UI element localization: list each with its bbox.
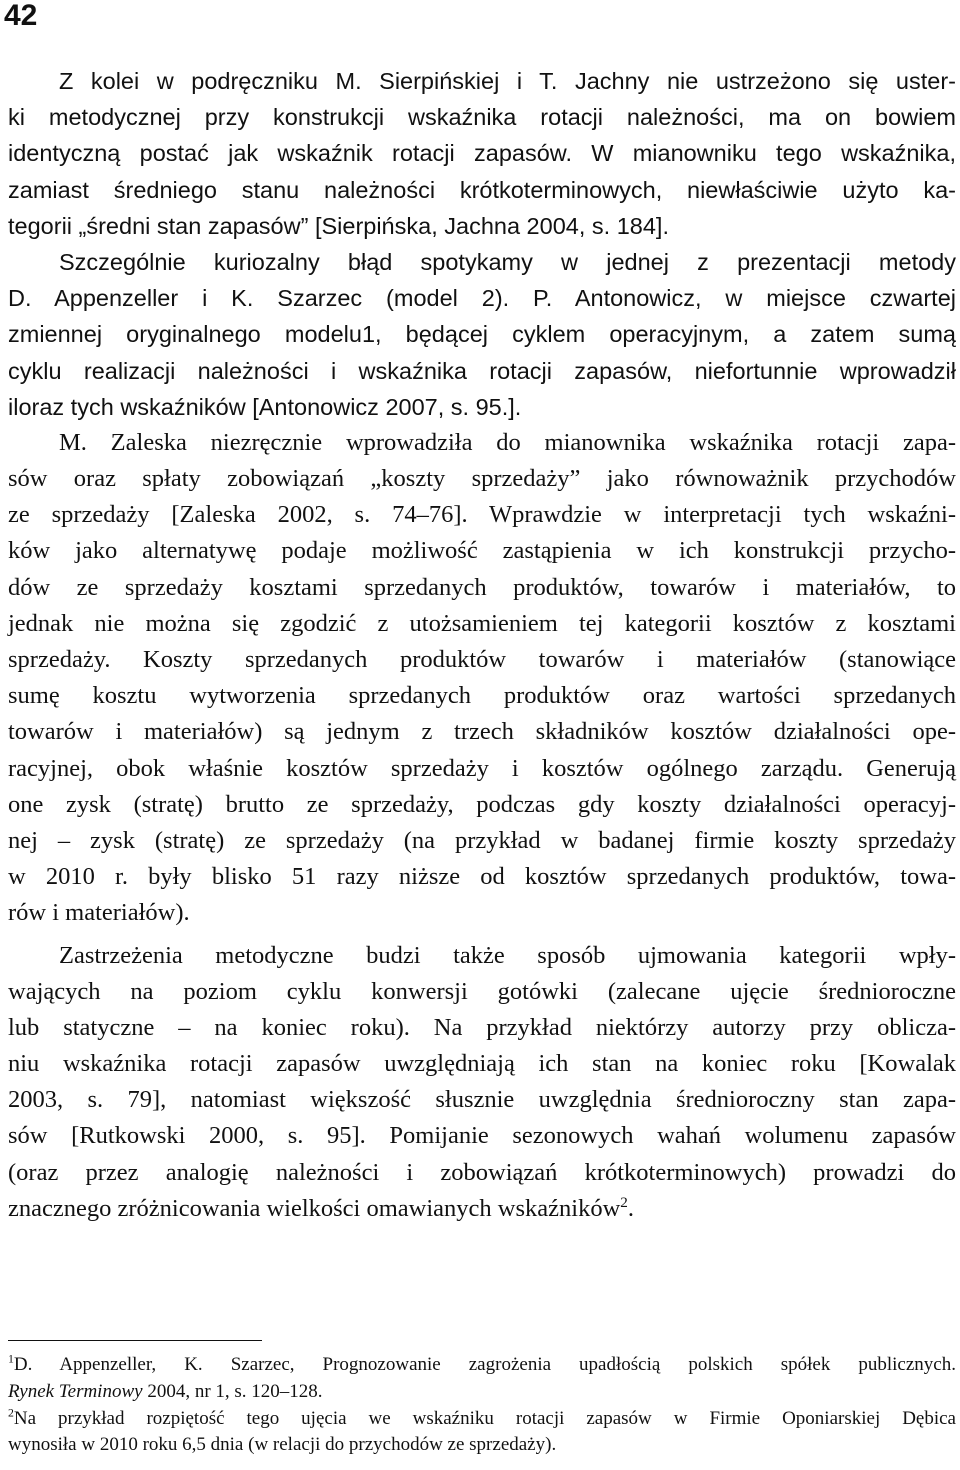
text-line: jednak nie można się zgodzić z utożsamieniem tej kategorii kosztów z kosztami <box>8 609 956 637</box>
text-line: sów [Rutkowski 2000, s. 95]. Pomijanie sezonowych wahań wolumenu zapasów <box>8 1122 956 1150</box>
footnote-1-cont <box>8 1379 956 1406</box>
text-line: cyklu realizacji należności i wskaźnika rotacji zapasów, niefortunnie wprowadził <box>8 357 956 384</box>
footnote-mark: 2 <box>8 1406 14 1420</box>
footnote-1 <box>8 1352 956 1379</box>
text-line: Szczególnie kuriozalny błąd spotykamy w jednej z prezentacji metody <box>59 248 956 275</box>
body-text <box>8 63 956 1227</box>
text-line: D. Appenzeller i K. Szarzec (model 2). P. Antonowicz, w miejsce czwartej <box>8 285 956 312</box>
text-line: ze sprzedaży [Zaleska 2002, s. 74–76]. Wprawdzie w interpretacji tych wskaźni- <box>8 501 956 529</box>
text-line-last <box>8 1191 956 1227</box>
text-line: ków jako alternatywę podaje możliwość zastąpienia w ich konstrukcji przycho- <box>8 537 956 565</box>
text-line: wających na poziom cyklu konwersji gotówki (zalecane ujęcie średnioroczne <box>8 977 956 1005</box>
text-line: ki metodycznej przy konstrukcji wskaźnika rotacji należności, ma on bowiem <box>8 104 956 131</box>
text-line: zamiast średniego stanu należności krótkoterminowych, niewłaściwie użyto ka- <box>8 176 956 203</box>
footnotes <box>8 1352 956 1459</box>
footnote-text: D. Appenzeller, K. Szarzec, Prognozowanie zagrożenia upadłością polskich spółek publicznych. <box>13 1354 956 1375</box>
text-line: one zysk (stratę) brutto ze sprzedaży, podczas gdy koszty działalności operacyj- <box>8 790 956 818</box>
text-line: lub statyczne – na koniec roku). Na przykład niektórzy autorzy przy oblicza- <box>8 1013 956 1041</box>
text-line: niu wskaźnika rotacji zapasów uwzględniają ich stan na koniec roku [Kowalak <box>8 1050 956 1078</box>
footnote-ref: 2 <box>620 1193 628 1211</box>
text-line: sumę kosztu wytworzenia sprzedanych produktów oraz wartości sprzedanych <box>8 682 956 710</box>
footnote-mark: 1 <box>8 1352 14 1366</box>
text-line: identyczną postać jak wskaźnik rotacji zapasów. W mianowniku tego wskaźnika, <box>8 140 956 167</box>
text-line: w 2010 r. były blisko 51 razy niższe od kosztów sprzedanych produktów, towa- <box>8 863 956 891</box>
footnote-separator <box>8 1340 262 1341</box>
text-line: nej – zysk (stratę) ze sprzedaży (na przykład w badanej firmie koszty sprzedaży <box>8 826 956 854</box>
text-line: dów ze sprzedaży kosztami sprzedanych produktów, towarów i materiałów, to <box>8 573 956 601</box>
text-span: znacznego zróżnicowania wielkości omawianych wskaźników <box>8 1194 621 1222</box>
footnote-text: 2004, nr 1, s. 120–128. <box>142 1380 323 1402</box>
text-line: racyjnej, obok właśnie kosztów sprzedaży i kosztów ogólnego zarządu. Generują <box>8 754 956 782</box>
footnote-2 <box>8 1406 956 1433</box>
footnote-journal: Rynek Terminowy <box>8 1380 143 1402</box>
text-line: sprzedaży. Koszty sprzedanych produktów towarów i materiałów (stanowiące <box>8 646 956 673</box>
text-line: M. Zaleska niezręcznie wprowadziła do mianownika wskaźnika rotacji zapa- <box>59 428 956 456</box>
page-number: 42 <box>4 0 38 32</box>
text-line: (oraz przez analogię należności i zobowiązań krótkoterminowych) prowadzi do <box>8 1158 956 1186</box>
text-line: iloraz tych wskaźników [Antonowicz 2007, s. 95.]. <box>8 393 522 420</box>
text-line: Z kolei w podręczniku M. Sierpińskiej i T. Jachny nie ustrzeżono się uster- <box>59 68 956 94</box>
footnote-text: Na przykład rozpiętość tego ujęcia we wskaźniku rotacji zapasów w Firmie Oponiarskiej Dębica <box>13 1407 956 1429</box>
text-line: towarów i materiałów) są jednym z trzech składników kosztów działalności ope- <box>8 718 956 746</box>
footnote-2-cont: wynosiła w 2010 roku 6,5 dnia (w relacji do przychodów ze sprzedaży). <box>8 1434 557 1456</box>
text-line: zmiennej oryginalnego modelu1, będącej cyklem operacyjnym, a zatem sumą <box>8 321 956 348</box>
text-line: rów i materiałów). <box>8 899 190 927</box>
text-span: . <box>627 1194 634 1222</box>
text-line: tegorii „średni stan zapasów” [Sierpińska, Jachna 2004, s. 184]. <box>8 212 669 239</box>
text-line: 2003, s. 79], natomiast większość słusznie uwzględnia średnioroczny stan zapa- <box>8 1086 956 1114</box>
text-line: Zastrzeżenia metodyczne budzi także sposób ujmowania kategorii wpły- <box>59 941 956 969</box>
text-line: sów oraz spłaty zobowiązań „koszty sprzedaży” jako równoważnik przychodów <box>8 465 956 493</box>
